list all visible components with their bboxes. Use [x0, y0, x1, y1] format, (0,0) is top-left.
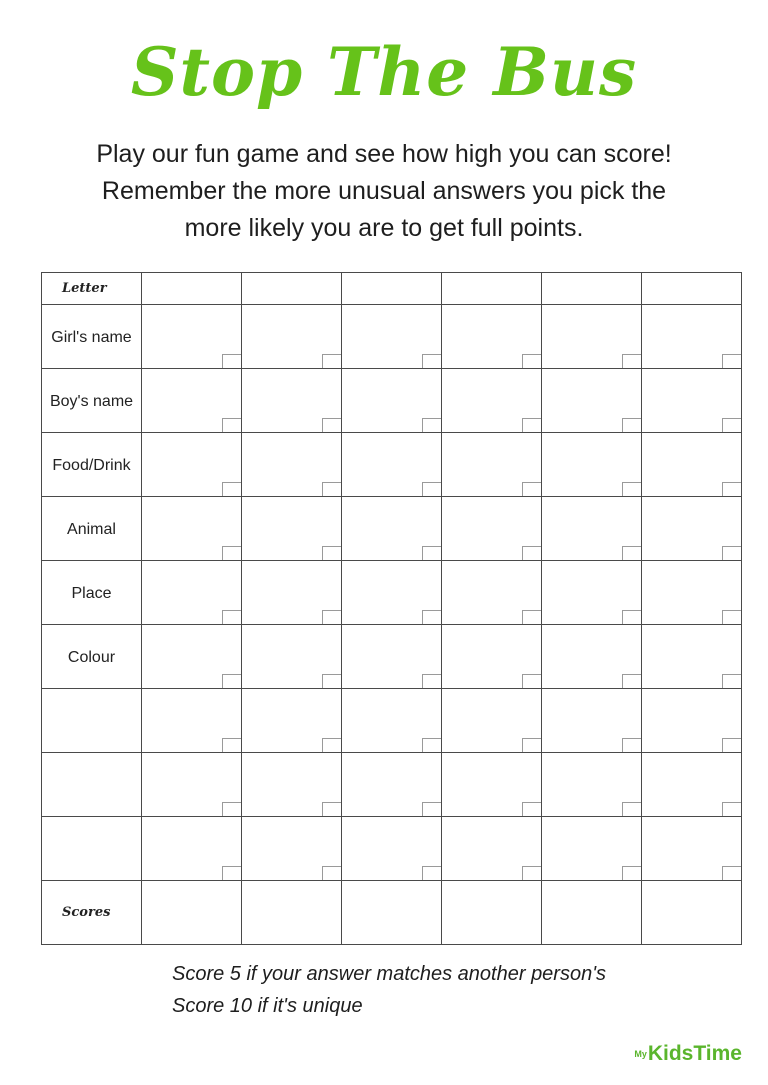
points-box[interactable] — [322, 610, 341, 624]
letter-cell[interactable] — [442, 273, 542, 305]
answer-cell[interactable] — [242, 305, 342, 369]
points-box[interactable] — [522, 674, 541, 688]
answer-cell[interactable] — [642, 625, 742, 689]
points-box[interactable] — [422, 354, 441, 368]
intro-line-2: Remember the more unusual answers you pick the — [101, 177, 667, 205]
rule-line-2: Score 10 if it's unique — [172, 995, 363, 1017]
answer-cell[interactable] — [642, 433, 742, 497]
points-box[interactable] — [622, 610, 641, 624]
points-box[interactable] — [722, 610, 741, 624]
score-cell[interactable] — [442, 881, 542, 945]
answer-cell[interactable] — [342, 369, 442, 433]
points-box[interactable] — [722, 482, 741, 496]
answer-cell[interactable] — [142, 561, 242, 625]
letter-cell[interactable] — [142, 273, 242, 305]
answer-cell[interactable] — [442, 497, 542, 561]
score-cell[interactable] — [342, 881, 442, 945]
points-box[interactable] — [622, 354, 641, 368]
intro-text — [40, 136, 728, 247]
score-cell[interactable] — [242, 881, 342, 945]
answer-cell[interactable] — [542, 625, 642, 689]
answer-cell[interactable] — [142, 625, 242, 689]
points-box[interactable] — [222, 354, 241, 368]
category-row — [42, 369, 742, 433]
letter-label — [42, 273, 142, 305]
category-label — [42, 561, 142, 625]
answer-cell[interactable] — [342, 817, 442, 881]
intro-line-1: Play our fun game and see how high you can score! — [96, 140, 672, 168]
scores-label — [42, 881, 142, 945]
answer-cell[interactable] — [142, 433, 242, 497]
answer-cell[interactable] — [542, 433, 642, 497]
category-label-text: Colour — [67, 649, 116, 666]
points-box[interactable] — [322, 482, 341, 496]
points-box[interactable] — [622, 674, 641, 688]
scores-label-text: Scores — [62, 905, 111, 920]
letter-cell[interactable] — [542, 273, 642, 305]
points-box[interactable] — [322, 418, 341, 432]
answer-cell[interactable] — [242, 625, 342, 689]
points-box[interactable] — [722, 802, 741, 816]
category-label — [42, 817, 142, 881]
points-box[interactable] — [222, 674, 241, 688]
answer-cell[interactable] — [542, 369, 642, 433]
points-box[interactable] — [522, 802, 541, 816]
answer-cell[interactable] — [642, 497, 742, 561]
category-row — [42, 753, 742, 817]
points-box[interactable] — [722, 674, 741, 688]
points-box[interactable] — [722, 354, 741, 368]
points-box[interactable] — [622, 546, 641, 560]
answer-cell[interactable] — [542, 497, 642, 561]
points-box[interactable] — [322, 738, 341, 752]
intro-line-3: more likely you are to get full points. — [184, 214, 584, 242]
points-box[interactable] — [222, 738, 241, 752]
points-box[interactable] — [622, 738, 641, 752]
answer-cell[interactable] — [542, 753, 642, 817]
points-box[interactable] — [322, 674, 341, 688]
answer-cell[interactable] — [642, 369, 742, 433]
answer-cell[interactable] — [242, 433, 342, 497]
points-box[interactable] — [522, 482, 541, 496]
answer-cell[interactable] — [142, 369, 242, 433]
answer-cell[interactable] — [542, 817, 642, 881]
points-box[interactable] — [622, 866, 641, 880]
points-box[interactable] — [622, 482, 641, 496]
points-box[interactable] — [222, 418, 241, 432]
points-box[interactable] — [722, 738, 741, 752]
category-label-text: Food/Drink — [52, 457, 131, 474]
answer-cell[interactable] — [642, 753, 742, 817]
category-label — [42, 433, 142, 497]
points-box[interactable] — [522, 610, 541, 624]
points-box[interactable] — [422, 482, 441, 496]
answer-cell[interactable] — [442, 625, 542, 689]
points-box[interactable] — [522, 866, 541, 880]
points-box[interactable] — [422, 738, 441, 752]
answer-cell[interactable] — [342, 561, 442, 625]
answer-cell[interactable] — [242, 753, 342, 817]
points-box[interactable] — [322, 866, 341, 880]
answer-cell[interactable] — [642, 561, 742, 625]
category-label — [42, 625, 142, 689]
letter-cell[interactable] — [642, 273, 742, 305]
answer-cell[interactable] — [342, 689, 442, 753]
page-title: Stop The Bus — [130, 33, 638, 111]
category-row — [42, 689, 742, 753]
answer-cell[interactable] — [242, 369, 342, 433]
answer-cell[interactable] — [242, 689, 342, 753]
category-label — [42, 753, 142, 817]
points-box[interactable] — [522, 738, 541, 752]
points-box[interactable] — [422, 802, 441, 816]
category-label-text: Place — [71, 585, 112, 602]
points-box[interactable] — [222, 546, 241, 560]
points-box[interactable] — [522, 418, 541, 432]
category-label-text: Animal — [67, 521, 116, 538]
category-label — [42, 497, 142, 561]
scores-row — [42, 881, 742, 945]
points-box[interactable] — [522, 546, 541, 560]
game-grid — [41, 272, 742, 945]
scoring-rules — [172, 958, 732, 1022]
answer-cell[interactable] — [442, 305, 542, 369]
points-box[interactable] — [222, 482, 241, 496]
answer-cell[interactable] — [342, 753, 442, 817]
answer-cell[interactable] — [342, 433, 442, 497]
answer-cell[interactable] — [542, 561, 642, 625]
logo-prefix: My — [634, 1049, 647, 1059]
points-box[interactable] — [622, 802, 641, 816]
category-row — [42, 305, 742, 369]
answer-cell[interactable] — [442, 689, 542, 753]
answer-cell[interactable] — [242, 497, 342, 561]
answer-cell[interactable] — [142, 497, 242, 561]
category-row — [42, 817, 742, 881]
category-row — [42, 561, 742, 625]
points-box[interactable] — [422, 866, 441, 880]
points-box[interactable] — [422, 674, 441, 688]
answer-cell[interactable] — [442, 561, 542, 625]
category-row — [42, 625, 742, 689]
kidstime-logo — [634, 1042, 742, 1066]
points-box[interactable] — [322, 354, 341, 368]
answer-cell[interactable] — [142, 689, 242, 753]
answer-cell[interactable] — [642, 817, 742, 881]
answer-cell[interactable] — [142, 753, 242, 817]
answer-cell[interactable] — [642, 305, 742, 369]
answer-cell[interactable] — [442, 433, 542, 497]
score-cell[interactable] — [642, 881, 742, 945]
letter-row — [42, 273, 742, 305]
category-row — [42, 497, 742, 561]
points-box[interactable] — [222, 802, 241, 816]
answer-cell[interactable] — [342, 305, 442, 369]
answer-cell[interactable] — [642, 689, 742, 753]
points-box[interactable] — [422, 418, 441, 432]
letter-label-text: Letter — [62, 281, 107, 296]
category-label — [42, 369, 142, 433]
category-label-text: Boy's name — [49, 393, 134, 410]
points-box[interactable] — [722, 546, 741, 560]
category-label — [42, 305, 142, 369]
letter-cell[interactable] — [342, 273, 442, 305]
points-box[interactable] — [722, 866, 741, 880]
answer-cell[interactable] — [242, 561, 342, 625]
points-box[interactable] — [522, 354, 541, 368]
answer-cell[interactable] — [542, 305, 642, 369]
score-cell[interactable] — [142, 881, 242, 945]
score-cell[interactable] — [542, 881, 642, 945]
points-box[interactable] — [322, 802, 341, 816]
answer-cell[interactable] — [342, 497, 442, 561]
category-row — [42, 433, 742, 497]
answer-cell[interactable] — [442, 369, 542, 433]
category-label-text: Girl's name — [51, 329, 132, 346]
logo-name: KidsTime — [647, 1042, 742, 1065]
answer-cell[interactable] — [442, 817, 542, 881]
points-box[interactable] — [622, 418, 641, 432]
points-box[interactable] — [422, 610, 441, 624]
answer-cell[interactable] — [142, 305, 242, 369]
category-label — [42, 689, 142, 753]
answer-cell[interactable] — [442, 753, 542, 817]
letter-cell[interactable] — [242, 273, 342, 305]
answer-cell[interactable] — [542, 689, 642, 753]
points-box[interactable] — [222, 866, 241, 880]
answer-cell[interactable] — [342, 625, 442, 689]
points-box[interactable] — [222, 610, 241, 624]
points-box[interactable] — [722, 418, 741, 432]
answer-cell[interactable] — [242, 817, 342, 881]
points-box[interactable] — [322, 546, 341, 560]
rule-line-1: Score 5 if your answer matches another person's — [172, 963, 607, 985]
points-box[interactable] — [422, 546, 441, 560]
answer-cell[interactable] — [142, 817, 242, 881]
